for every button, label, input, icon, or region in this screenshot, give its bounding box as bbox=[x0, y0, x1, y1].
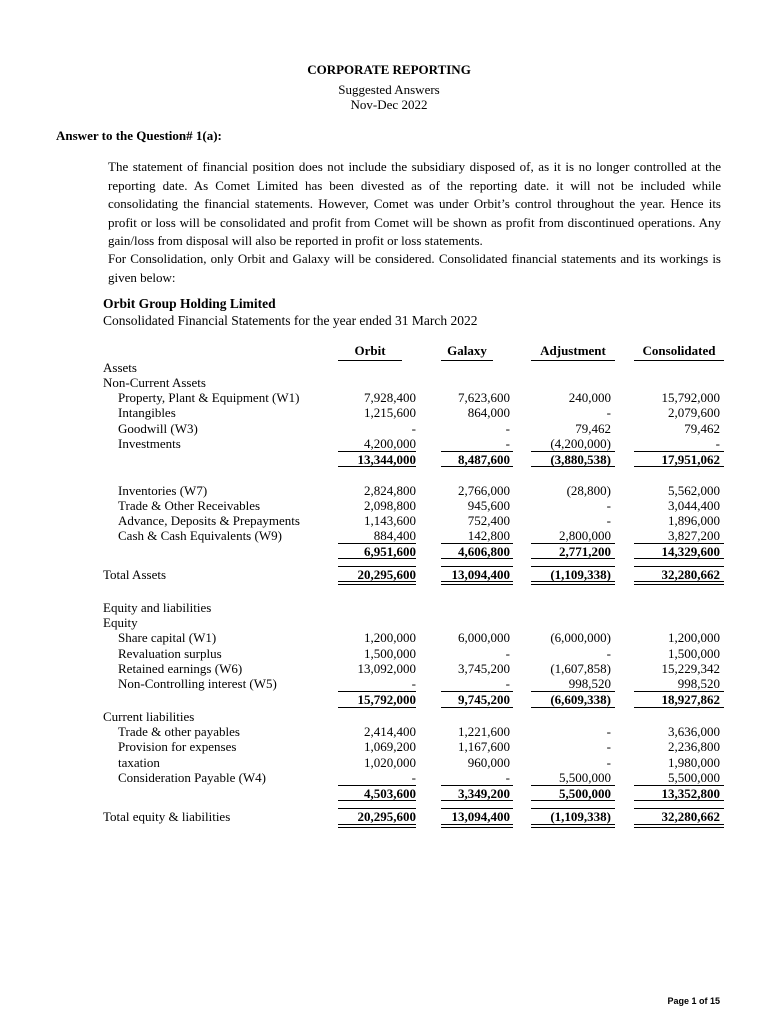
cell-galaxy: 945,600 bbox=[467, 498, 510, 513]
subtotal-underline bbox=[441, 800, 513, 801]
cell-galaxy: 1,221,600 bbox=[458, 724, 510, 739]
row-label: Trade & Other Receivables bbox=[118, 498, 261, 513]
subtotal-rule bbox=[531, 451, 615, 452]
cell-galaxy: 8,487,600 bbox=[458, 452, 510, 467]
cell-consolidated: 3,636,000 bbox=[668, 724, 720, 739]
statement-title: Consolidated Financial Statements for the year ended 31 March 2022 bbox=[103, 313, 478, 328]
cell-galaxy: 4,606,800 bbox=[458, 544, 510, 559]
table-row-cl-total bbox=[0, 786, 768, 801]
double-underline bbox=[441, 824, 513, 828]
cell-galaxy: 6,000,000 bbox=[458, 630, 510, 645]
table-row-total-eq-liab bbox=[0, 809, 768, 824]
table-row-consid bbox=[0, 770, 768, 785]
cell-consolidated: 15,229,342 bbox=[661, 661, 720, 676]
table-row-reval bbox=[0, 646, 768, 661]
cell-orbit: 20,295,600 bbox=[357, 567, 416, 582]
row-label: Provision for expenses bbox=[118, 739, 237, 754]
cell-adjustment: 5,500,000 bbox=[559, 786, 611, 801]
cell-consolidated: 2,079,600 bbox=[668, 405, 720, 420]
cell-consolidated: 1,200,000 bbox=[668, 630, 720, 645]
subtotal-rule bbox=[441, 785, 513, 786]
table-row-intang bbox=[0, 405, 768, 420]
subtotal-underline bbox=[338, 466, 416, 467]
row-label: Total Assets bbox=[103, 567, 167, 582]
cell-consolidated: 18,927,862 bbox=[661, 692, 720, 707]
cell-consolidated: 5,500,000 bbox=[668, 770, 720, 785]
cell-galaxy: 13,094,400 bbox=[451, 567, 510, 582]
cell-consolidated: 17,951,062 bbox=[661, 452, 720, 467]
subtotal-underline bbox=[531, 466, 615, 467]
subtotal-underline bbox=[634, 800, 724, 801]
subtotal-rule bbox=[634, 543, 724, 544]
page-number: Page 1 of 15 bbox=[667, 996, 720, 1006]
double-underline bbox=[634, 581, 724, 585]
cell-orbit: 4,503,600 bbox=[364, 786, 416, 801]
cell-orbit: 1,500,000 bbox=[364, 646, 416, 661]
subtotal-rule bbox=[338, 691, 416, 692]
cell-galaxy: - bbox=[505, 421, 510, 436]
table-row-ppe bbox=[0, 390, 768, 405]
cell-adjustment: (6,000,000) bbox=[550, 630, 611, 645]
col-header-orbit: Orbit bbox=[338, 343, 402, 361]
total-rule bbox=[634, 566, 724, 567]
double-underline bbox=[441, 581, 513, 585]
table-row-ca-total bbox=[0, 544, 768, 559]
cell-orbit: - bbox=[411, 421, 416, 436]
cell-consolidated: 1,980,000 bbox=[668, 755, 720, 770]
row-label: Goodwill (W3) bbox=[118, 421, 198, 436]
cell-consolidated: 5,562,000 bbox=[668, 483, 720, 498]
cell-orbit: 7,928,400 bbox=[364, 390, 416, 405]
cell-adjustment: 998,520 bbox=[568, 676, 611, 691]
table-row-retained bbox=[0, 661, 768, 676]
cell-adjustment: (28,800) bbox=[566, 483, 611, 498]
paragraph-1: The statement of financial position does not include the subsidiary disposed of, as it is no longer controlled at the reporting date. As Comet Limited has been divested as of the reporting date. it will not be included while consolidating the financial statements. However, Comet was under Orbit’s control throughout the year. Hence its profit or loss will be consolidated and profit from Comet will be shown as profit from discontinued operations. Any gain/loss from disposal will also be reported in profit or loss statements. bbox=[108, 159, 721, 248]
cell-consolidated: 15,792,000 bbox=[661, 390, 720, 405]
cell-adjustment: - bbox=[606, 739, 611, 754]
subtotal-underline bbox=[441, 558, 513, 559]
subtotal-underline bbox=[634, 466, 724, 467]
cell-galaxy: 7,623,600 bbox=[458, 390, 510, 405]
col-header-galaxy: Galaxy bbox=[441, 343, 493, 361]
subtotal-underline bbox=[634, 707, 724, 708]
cell-adjustment: 240,000 bbox=[568, 390, 611, 405]
table-row-nca bbox=[0, 375, 768, 390]
cell-consolidated: 1,896,000 bbox=[668, 513, 720, 528]
cell-galaxy: 142,800 bbox=[467, 528, 510, 543]
cell-orbit: 6,951,600 bbox=[364, 544, 416, 559]
cell-consolidated: 1,500,000 bbox=[668, 646, 720, 661]
cell-galaxy: - bbox=[505, 646, 510, 661]
row-label: Advance, Deposits & Prepayments bbox=[118, 513, 300, 528]
subtotal-underline bbox=[441, 707, 513, 708]
table-row-invest bbox=[0, 436, 768, 451]
cell-consolidated: - bbox=[715, 436, 720, 451]
cell-orbit: 2,098,800 bbox=[364, 498, 416, 513]
cell-adjustment: (1,607,858) bbox=[550, 661, 611, 676]
subtotal-rule bbox=[441, 543, 513, 544]
cell-galaxy: 1,167,600 bbox=[458, 739, 510, 754]
subtotal-rule bbox=[338, 543, 416, 544]
subtotal-rule bbox=[441, 691, 513, 692]
cell-galaxy: - bbox=[505, 436, 510, 451]
cell-orbit: 20,295,600 bbox=[357, 809, 416, 824]
double-underline bbox=[531, 581, 615, 585]
table-row-total-assets bbox=[0, 567, 768, 582]
cell-orbit: 1,200,000 bbox=[364, 630, 416, 645]
question-heading: Answer to the Question# 1(a): bbox=[56, 128, 222, 143]
cell-orbit: 13,092,000 bbox=[357, 661, 416, 676]
cell-orbit: 15,792,000 bbox=[357, 692, 416, 707]
cell-adjustment: - bbox=[606, 724, 611, 739]
table-row-payables bbox=[0, 724, 768, 739]
col-header-adjustment: Adjustment bbox=[531, 343, 615, 361]
subtotal-underline bbox=[531, 707, 615, 708]
row-label: Property, Plant & Equipment (W1) bbox=[118, 390, 300, 405]
table-row-equity bbox=[0, 615, 768, 630]
cell-adjustment: 79,462 bbox=[575, 421, 611, 436]
table-row-taxation bbox=[0, 755, 768, 770]
cell-galaxy: 752,400 bbox=[467, 513, 510, 528]
cell-orbit: 1,143,600 bbox=[364, 513, 416, 528]
table-row-goodwill bbox=[0, 421, 768, 436]
total-rule bbox=[634, 808, 724, 809]
row-label: taxation bbox=[118, 755, 160, 770]
paragraph-2: For Consolidation, only Orbit and Galaxy will be considered. Consolidated financial statements and its workings is given below: bbox=[108, 251, 721, 285]
table-row-nci bbox=[0, 676, 768, 691]
cell-orbit: - bbox=[411, 676, 416, 691]
cell-consolidated: 3,044,400 bbox=[668, 498, 720, 513]
table-row-cl bbox=[0, 709, 768, 724]
cell-galaxy: 960,000 bbox=[467, 755, 510, 770]
table-row-nca-total bbox=[0, 452, 768, 467]
cell-adjustment: - bbox=[606, 513, 611, 528]
cell-orbit: 1,020,000 bbox=[364, 755, 416, 770]
document-subtitle: Suggested Answers bbox=[338, 82, 440, 97]
cell-adjustment: (1,109,338) bbox=[550, 809, 611, 824]
row-label: Non-Controlling interest (W5) bbox=[118, 676, 277, 691]
row-label: Investments bbox=[118, 436, 181, 451]
cell-adjustment: (6,609,338) bbox=[550, 692, 611, 707]
cell-galaxy: 9,745,200 bbox=[458, 692, 510, 707]
subtotal-underline bbox=[338, 558, 416, 559]
table-row-advances bbox=[0, 513, 768, 528]
cell-orbit: 4,200,000 bbox=[364, 436, 416, 451]
subtotal-rule bbox=[531, 543, 615, 544]
cell-galaxy: 13,094,400 bbox=[451, 809, 510, 824]
company-name: Orbit Group Holding Limited bbox=[103, 296, 276, 311]
row-label: Retained earnings (W6) bbox=[118, 661, 243, 676]
subtotal-rule bbox=[634, 451, 724, 452]
row-label: Non-Current Assets bbox=[103, 375, 206, 390]
cell-adjustment: (3,880,538) bbox=[550, 452, 611, 467]
row-label: Trade & other payables bbox=[118, 724, 240, 739]
subtotal-rule bbox=[441, 451, 513, 452]
total-rule bbox=[338, 566, 416, 567]
cell-adjustment: - bbox=[606, 405, 611, 420]
total-rule bbox=[531, 566, 615, 567]
subtotal-underline bbox=[634, 558, 724, 559]
total-rule bbox=[441, 566, 513, 567]
cell-consolidated: 32,280,662 bbox=[661, 567, 720, 582]
table-row-eq-total bbox=[0, 692, 768, 707]
cell-orbit: 1,215,600 bbox=[364, 405, 416, 420]
row-label: Inventories (W7) bbox=[118, 483, 208, 498]
total-rule bbox=[531, 808, 615, 809]
double-underline bbox=[531, 824, 615, 828]
cell-consolidated: 79,462 bbox=[684, 421, 720, 436]
row-label: Share capital (W1) bbox=[118, 630, 217, 645]
cell-consolidated: 32,280,662 bbox=[661, 809, 720, 824]
cell-consolidated: 998,520 bbox=[677, 676, 720, 691]
cell-adjustment: 5,500,000 bbox=[559, 770, 611, 785]
cell-galaxy: 2,766,000 bbox=[458, 483, 510, 498]
row-label: Intangibles bbox=[118, 405, 176, 420]
cell-orbit: 884,400 bbox=[373, 528, 416, 543]
subtotal-underline bbox=[531, 558, 615, 559]
subtotal-underline bbox=[338, 800, 416, 801]
table-row-assets bbox=[0, 360, 768, 375]
cell-orbit: 13,344,000 bbox=[357, 452, 416, 467]
table-row-eq-liab bbox=[0, 600, 768, 615]
total-rule bbox=[338, 808, 416, 809]
cell-adjustment: - bbox=[606, 755, 611, 770]
table-row-receivables bbox=[0, 498, 768, 513]
subtotal-rule bbox=[338, 785, 416, 786]
row-label: Assets bbox=[103, 360, 137, 375]
subtotal-rule bbox=[338, 451, 416, 452]
subtotal-rule bbox=[634, 691, 724, 692]
document-session: Nov-Dec 2022 bbox=[350, 97, 428, 112]
subtotal-underline bbox=[338, 707, 416, 708]
subtotal-underline bbox=[441, 466, 513, 467]
cell-galaxy: - bbox=[505, 770, 510, 785]
row-label: Equity bbox=[103, 615, 138, 630]
cell-adjustment: (1,109,338) bbox=[550, 567, 611, 582]
cell-consolidated: 13,352,800 bbox=[661, 786, 720, 801]
double-underline bbox=[338, 824, 416, 828]
cell-consolidated: 2,236,800 bbox=[668, 739, 720, 754]
row-label: Equity and liabilities bbox=[103, 600, 212, 615]
subtotal-underline bbox=[531, 800, 615, 801]
row-label: Consideration Payable (W4) bbox=[118, 770, 267, 785]
double-underline bbox=[338, 581, 416, 585]
cell-adjustment: 2,771,200 bbox=[559, 544, 611, 559]
document-title: CORPORATE REPORTING bbox=[307, 62, 471, 77]
subtotal-rule bbox=[531, 785, 615, 786]
table-row-provision bbox=[0, 739, 768, 754]
total-rule bbox=[441, 808, 513, 809]
row-label: Total equity & liabilities bbox=[103, 809, 231, 824]
cell-galaxy: 3,349,200 bbox=[458, 786, 510, 801]
cell-adjustment: - bbox=[606, 646, 611, 661]
subtotal-rule bbox=[531, 691, 615, 692]
cell-adjustment: 2,800,000 bbox=[559, 528, 611, 543]
table-row-cash bbox=[0, 528, 768, 543]
cell-adjustment: - bbox=[606, 498, 611, 513]
cell-orbit: 2,824,800 bbox=[364, 483, 416, 498]
cell-orbit: 2,414,400 bbox=[364, 724, 416, 739]
cell-consolidated: 3,827,200 bbox=[668, 528, 720, 543]
cell-orbit: - bbox=[411, 770, 416, 785]
col-header-consolidated: Consolidated bbox=[634, 343, 724, 361]
cell-galaxy: - bbox=[505, 676, 510, 691]
row-label: Revaluation surplus bbox=[118, 646, 222, 661]
cell-adjustment: (4,200,000) bbox=[550, 436, 611, 451]
cell-galaxy: 3,745,200 bbox=[458, 661, 510, 676]
double-underline bbox=[634, 824, 724, 828]
cell-galaxy: 864,000 bbox=[467, 405, 510, 420]
cell-orbit: 1,069,200 bbox=[364, 739, 416, 754]
cell-consolidated: 14,329,600 bbox=[661, 544, 720, 559]
row-label: Cash & Cash Equivalents (W9) bbox=[118, 528, 282, 543]
table-row-inventories bbox=[0, 483, 768, 498]
subtotal-rule bbox=[634, 785, 724, 786]
table-row-share-cap bbox=[0, 630, 768, 645]
row-label: Current liabilities bbox=[103, 709, 195, 724]
